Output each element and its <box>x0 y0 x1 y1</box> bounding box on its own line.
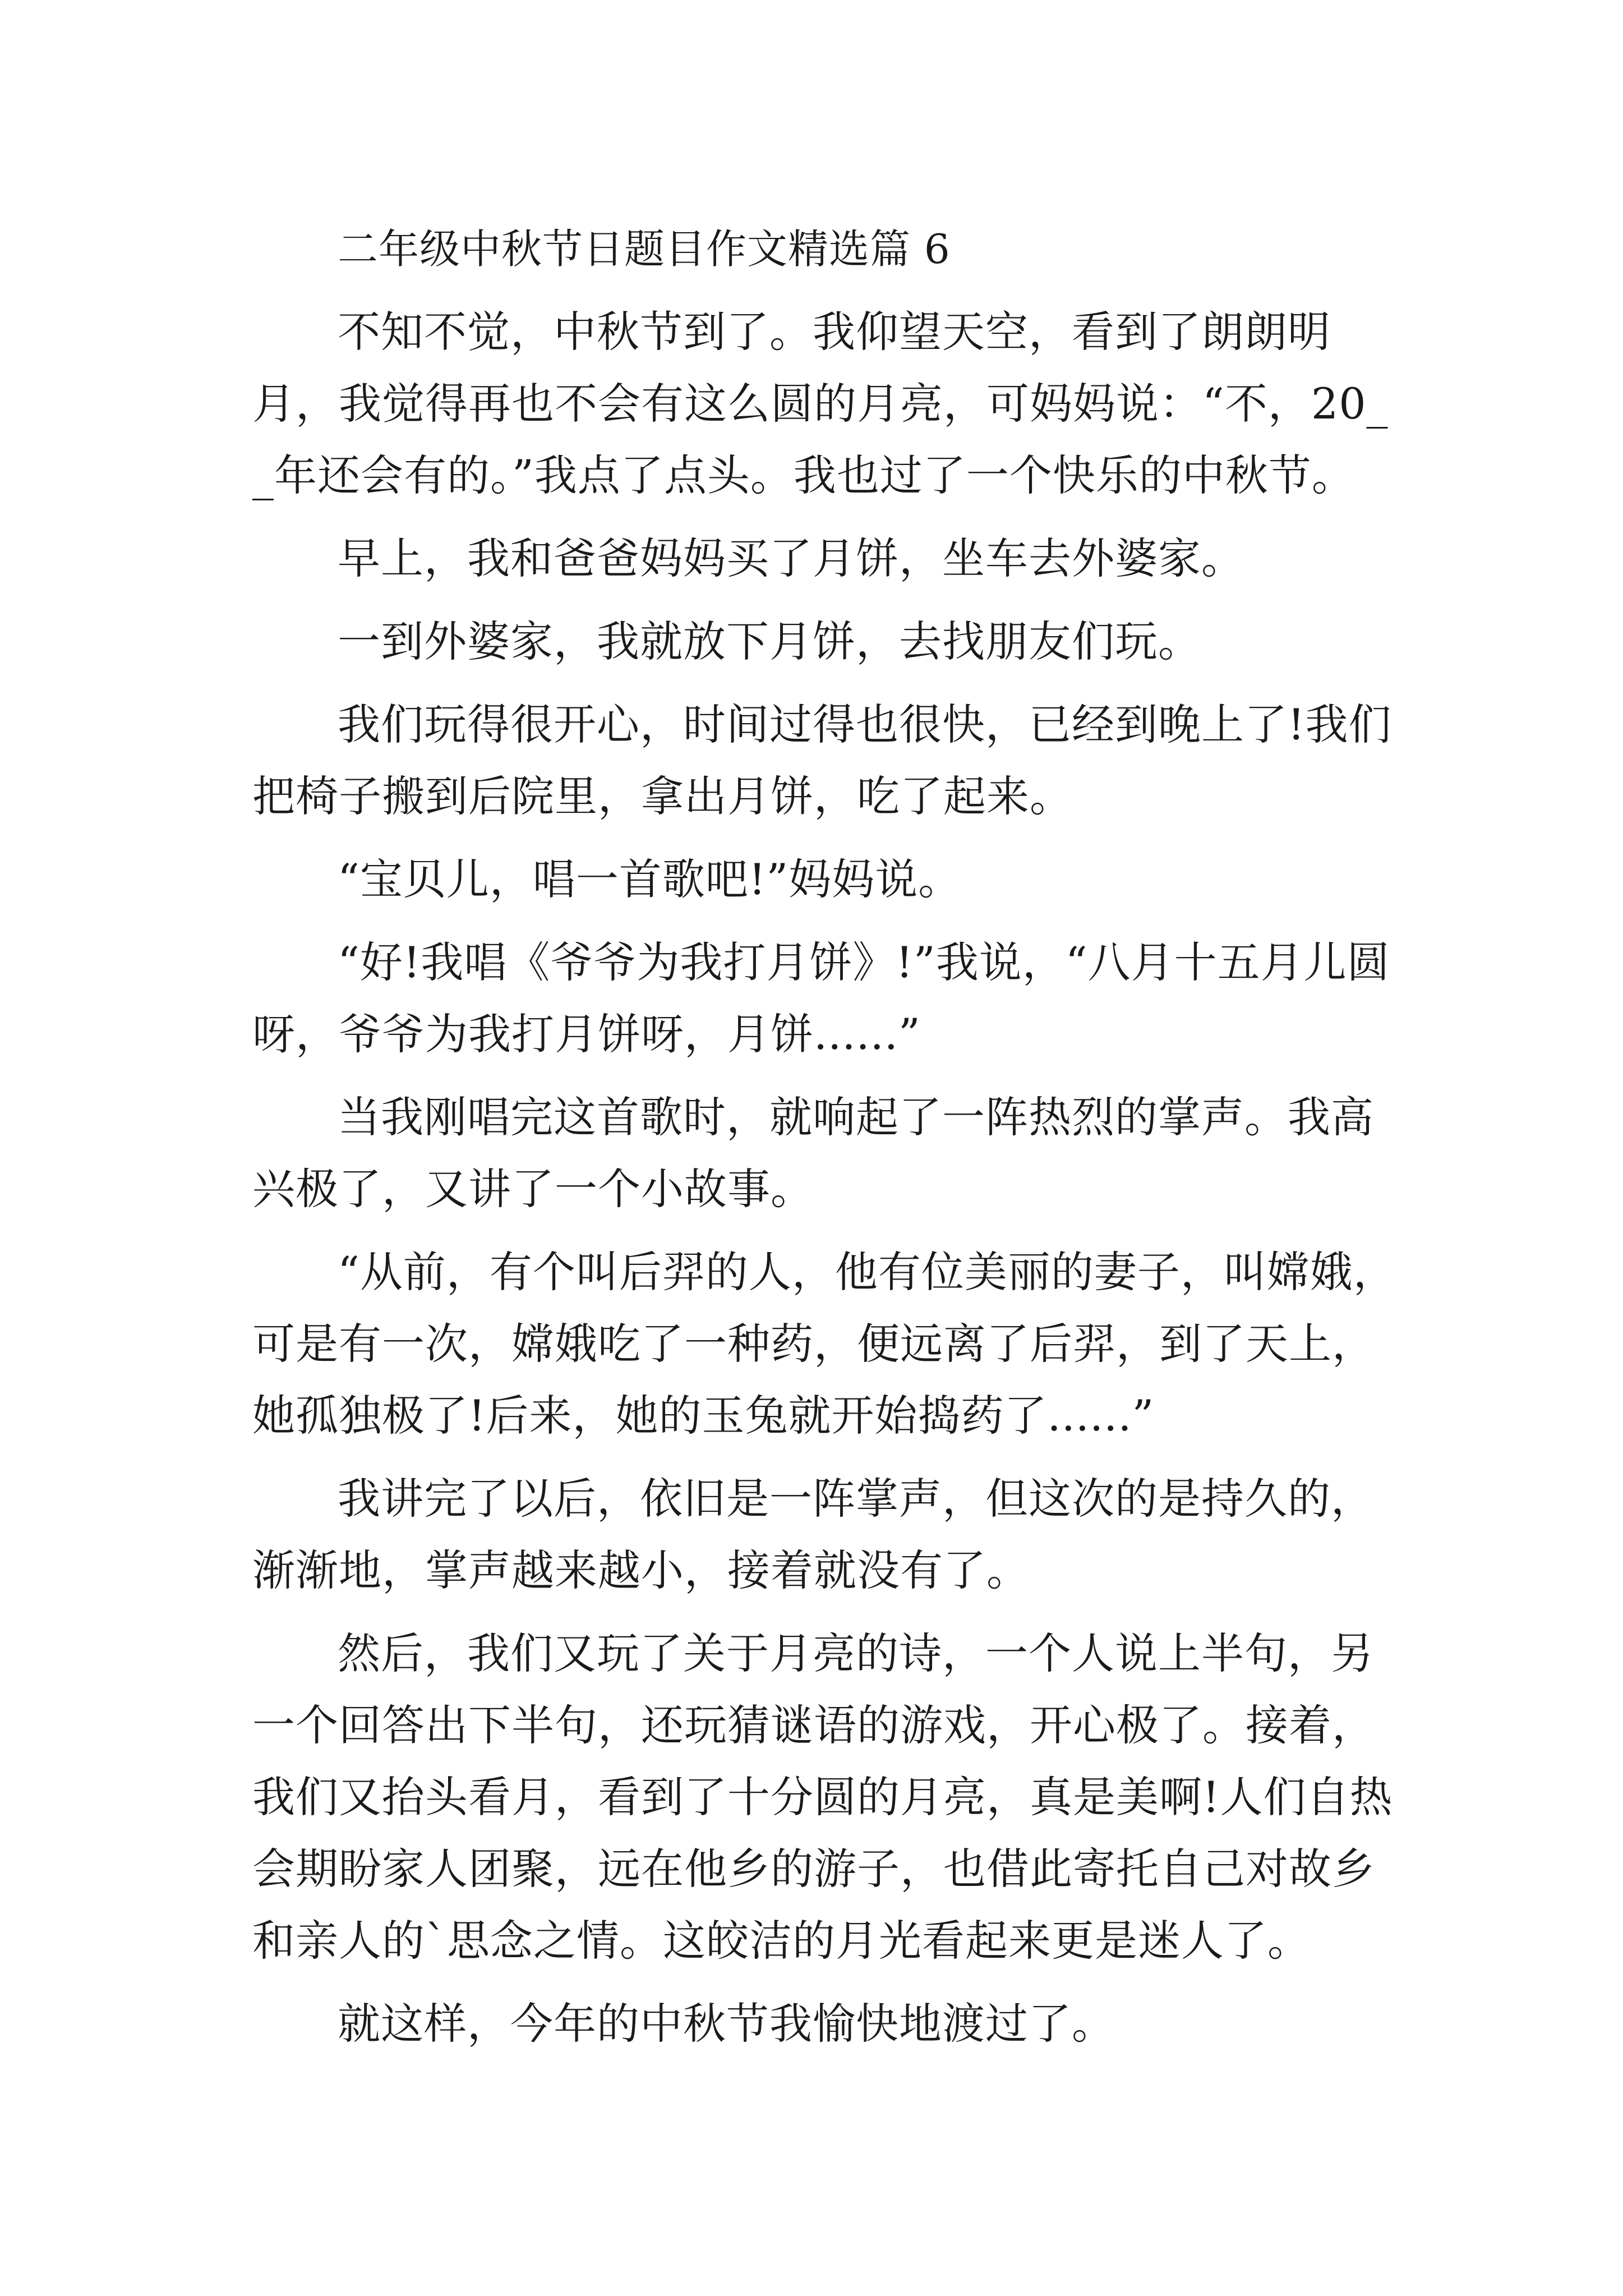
paragraph-gap <box>252 1607 1402 1618</box>
paragraph-6: “好!我唱《爷爷为我打月饼》!”我说，“八月十五月儿圆呀，爷爷为我打月饼呀，月饼......” <box>252 937 1390 1059</box>
paragraph-7: 当我刚唱完这首歌时，就响起了一阵热烈的掌声。我高兴极了，又讲了一个小故事。 <box>252 1092 1374 1214</box>
paragraph-3: 一到外婆家，我就放下月饼，去找朋友们玩。 <box>338 616 1201 666</box>
paragraph-4: 我们玩得很开心，时间过得也很快，已经到晚上了!我们把椅子搬到后院里，拿出月饼，吃了起来。 <box>252 700 1392 821</box>
paragraph-gap <box>252 915 1402 927</box>
paragraph-gap <box>252 595 1402 606</box>
paragraph-gap <box>252 832 1402 844</box>
paragraph-gap <box>252 1070 1402 1082</box>
title-gap <box>252 285 1402 296</box>
paragraph-gap <box>252 1225 1402 1236</box>
document-title: 二年级中秋节日题目作文精选篇 6 <box>338 226 951 273</box>
paragraph-1: 不知不觉，中秋节到了。我仰望天空，看到了朗朗明月，我觉得再也不会有这么圆的月亮，可妈妈说：“不，20__年还会有的。”我点了点头。我也过了一个快乐的中秋节。 <box>252 307 1389 500</box>
paragraph-2: 早上，我和爸爸妈妈买了月饼，坐车去外婆家。 <box>338 533 1244 583</box>
paragraph-8: “从前，有个叫后羿的人，他有位美丽的妻子，叫嫦娥，可是有一次，嫦娥吃了一种药，便远离了后羿，到了天上，她孤独极了!后来，她的玉兔就开始捣药了......” <box>252 1247 1396 1441</box>
paragraph-gap <box>252 678 1402 689</box>
paragraph-gap <box>252 1977 1402 1988</box>
paragraph-9: 我讲完了以后，依旧是一阵掌声，但这次的是持久的，渐渐地，掌声越来越小，接着就没有了。 <box>252 1474 1374 1595</box>
paragraph-5: “宝贝儿，唱一首歌吧!”妈妈说。 <box>338 854 962 904</box>
document-page <box>252 213 1402 2060</box>
paragraph-11: 就这样，今年的中秋节我愉快地渡过了。 <box>338 1999 1115 2049</box>
paragraph-gap <box>252 512 1402 523</box>
paragraph-gap <box>252 1452 1402 1463</box>
paragraph-10: 然后，我们又玩了关于月亮的诗，一个人说上半句，另一个回答出下半句，还玩猜谜语的游戏，开心极了。接着，我们又抬头看月，看到了十分圆的月亮，真是美啊!人们自热会期盼家人团聚，远在他乡的游子，也借此寄托自己对故乡和亲人的`思念之情。这皎洁的月光看起来更是迷人了。 <box>252 1628 1393 1966</box>
